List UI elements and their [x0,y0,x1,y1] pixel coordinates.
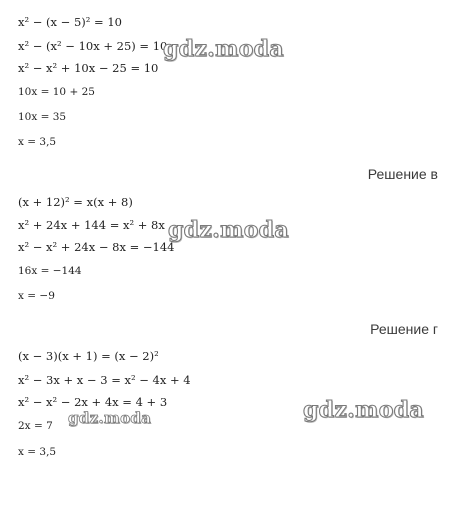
equation-line: (x − 3)(x + 1) = (x − 2)² [18,349,159,363]
equation-line: x = 3,5 [18,136,57,148]
solution-heading: Решение в [367,166,438,182]
equation-line: x² − x² − 2x + 4x = 4 + 3 [18,395,168,409]
solution-heading: Решение г [370,321,438,337]
equation-line: x² − x² + 24x − 8x = −144 [18,240,175,254]
watermark-logo: gdz.moda [168,217,289,243]
equation-line: 16x = −144 [18,265,82,277]
watermark-logo: gdz.moda [303,397,424,423]
equation-line: x = 3,5 [18,446,57,458]
equation-line: x² − 3x + x − 3 = x² − 4x + 4 [18,373,191,387]
equation-line: 10x = 35 [18,111,67,123]
equation-line: x² − (x − 5)² = 10 [18,15,122,29]
equation-line: x² − x² + 10x − 25 = 10 [18,61,159,75]
equation-line: x² − (x² − 10x + 25) = 10 [18,39,168,53]
equation-line: x² + 24x + 144 = x² + 8x [18,218,165,232]
equation-line: 10x = 10 + 25 [18,86,95,98]
watermark-logo: gdz.moda [68,409,152,427]
equation-line: x = −9 [18,290,55,302]
watermark-logo: gdz.moda [163,36,284,62]
equation-line: (x + 12)² = x(x + 8) [18,195,133,209]
equation-line: 2x = 7 [18,420,53,432]
